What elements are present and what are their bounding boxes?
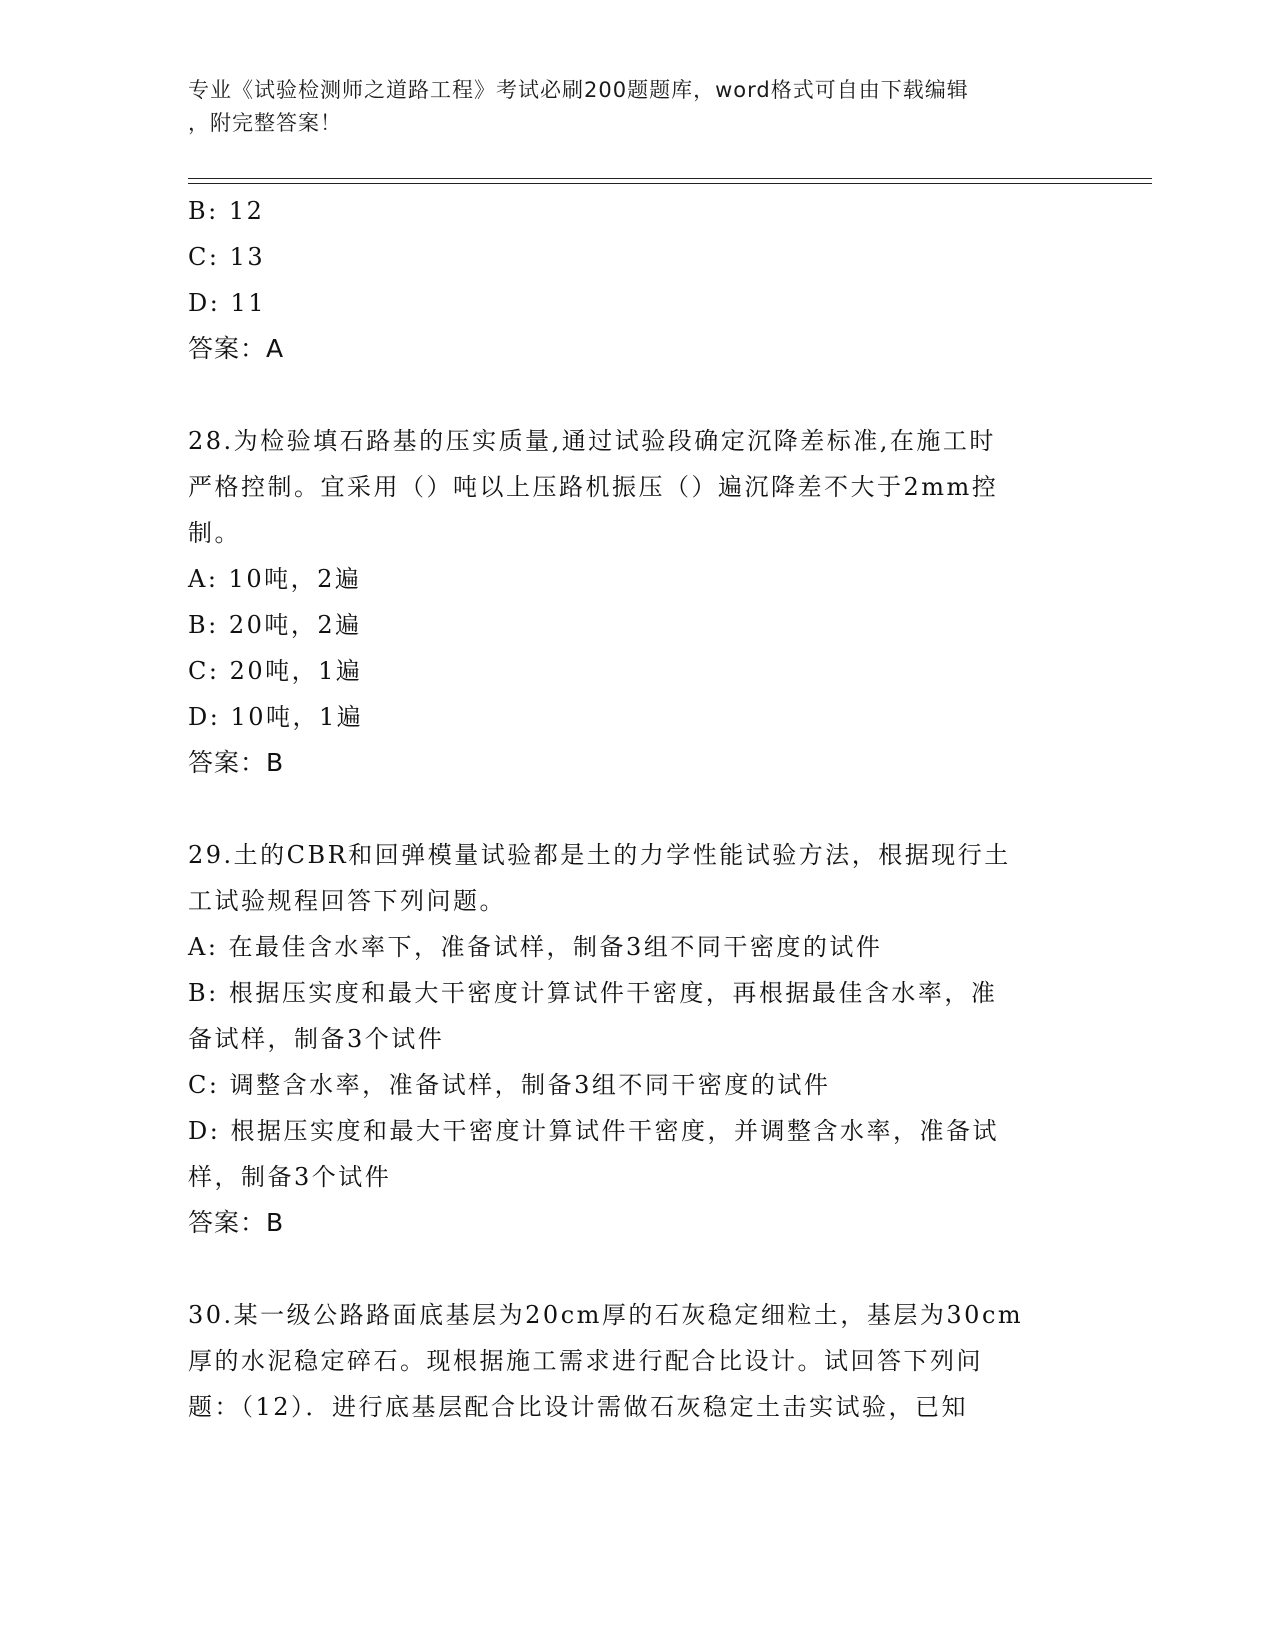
option-d: D: 10吨，1遍 [188,703,364,731]
spacer [188,786,1088,832]
header-line-2: ，附完整答案！ [188,111,342,135]
question-30 [188,1292,1088,1430]
question-28 [188,418,1088,786]
question-content [188,188,1088,1430]
question-text-line: 严格控制。宜采用（）吨以上压路机振压（）遍沉降差不大于2mm控 [188,473,999,501]
question-text-line: 30.某一级公路路面底基层为20cm厚的石灰稳定细粒土，基层为30cm [188,1301,1024,1329]
header-line-1: 专业《试验检测师之道路工程》考试必刷200题题库，word格式可自由下载编辑 [188,78,969,102]
option-d: D: 根据压实度和最大干密度计算试件干密度，并调整含水率，准备试 [188,1117,999,1145]
header-divider-bottom [188,183,1152,184]
question-27-continued [188,188,1088,372]
option-a: A: 在最佳含水率下，准备试样，制备3组不同干密度的试件 [188,933,883,961]
question-text-line: 厚的水泥稳定碎石。现根据施工需求进行配合比设计。试回答下列问 [188,1347,983,1375]
question-text-line: 题：（12）．进行底基层配合比设计需做石灰稳定土击实试验，已知 [188,1393,969,1421]
option-b-continued: 备试样，制备3个试件 [188,1025,445,1053]
question-text-line: 工试验规程回答下列问题。 [188,887,506,915]
option-b: B: 根据压实度和最大干密度计算试件干密度，再根据最佳含水率，准 [188,979,998,1007]
spacer [188,1246,1088,1292]
option-b: B: 20吨，2遍 [188,611,362,639]
spacer [188,372,1088,418]
option-c: C: 13 [188,243,266,271]
option-a: A: 10吨，2遍 [188,565,362,593]
option-d: D: 11 [188,289,266,317]
answer: 答案：A [188,334,285,363]
question-29 [188,832,1088,1246]
option-d-continued: 样，制备3个试件 [188,1163,392,1191]
option-b: B: 12 [188,197,265,225]
question-text-line: 29.土的CBR和回弹模量试验都是土的力学性能试验方法，根据现行土 [188,841,1011,869]
option-c: C: 20吨，1遍 [188,657,363,685]
answer: 答案：B [188,748,285,777]
question-text-line: 28.为检验填石路基的压实质量,通过试验段确定沉降差标准,在施工时 [188,427,996,455]
document-header [188,74,1068,140]
answer: 答案：B [188,1208,285,1237]
option-c: C: 调整含水率，准备试样，制备3组不同干密度的试件 [188,1071,831,1099]
question-text-line: 制。 [188,519,241,547]
header-divider-top [188,178,1152,179]
